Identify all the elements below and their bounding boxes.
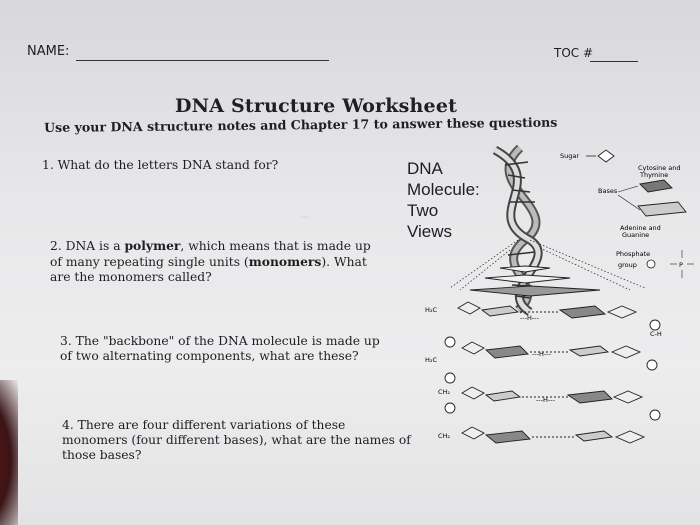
phosphate-symbol xyxy=(647,260,655,268)
legend-phosphate-label: Phosphate xyxy=(616,250,651,258)
toc-label: TOC # xyxy=(554,46,594,60)
diagram-heading-line-2: Molecule: xyxy=(407,180,480,199)
cone-rungs xyxy=(470,266,600,296)
question-4: 4. There are four different variations of these monomers (four different bases), what are the names of those bases? xyxy=(62,418,411,462)
term-polymer: polymer xyxy=(124,238,181,253)
zoom-cone xyxy=(450,240,645,290)
worksheet-subtitle: Use your DNA structure notes and Chapter 17 to answer these questions xyxy=(44,114,558,135)
base-pair-rungs xyxy=(458,302,644,443)
toc-blank[interactable] xyxy=(590,61,638,62)
label-ch: C-H xyxy=(650,330,662,338)
label-hydrogen-bond-3: ---H--- xyxy=(536,396,555,404)
label-ch2-a: CH₂ xyxy=(438,388,451,396)
label-h2c-mid: H₂C xyxy=(425,356,438,364)
label-ch2-b: CH₂ xyxy=(438,432,451,440)
legend-bases-label: Bases xyxy=(598,187,618,195)
bleed-through-text: ~ xyxy=(300,210,311,225)
question-1: 1. What do the letters DNA stand for? xyxy=(42,158,279,172)
question-2-text-c: ). What are the monomers called? xyxy=(50,255,367,284)
label-h2c-top: H₂C xyxy=(425,306,438,314)
name-label: NAME: xyxy=(27,44,70,59)
legend-thymine-label: Thymine xyxy=(640,171,669,179)
dna-diagram xyxy=(400,140,700,470)
worksheet-title: DNA Structure Worksheet xyxy=(175,95,458,117)
legend xyxy=(560,150,694,278)
question-2-text-a: 2. DNA is a xyxy=(50,239,125,253)
legend-guanine-label: Guanine xyxy=(622,231,650,239)
sugar-symbol xyxy=(598,150,614,162)
phosphate-groups xyxy=(445,320,660,420)
legend-adenine-label: Adenine and xyxy=(620,224,661,232)
legend-group-label: group xyxy=(618,261,637,269)
pyrimidine-symbol xyxy=(640,180,672,192)
label-hydrogen-bond-1: ---H--- xyxy=(520,314,539,322)
term-monomers: monomers xyxy=(248,254,322,269)
table-edge-shadow xyxy=(0,380,18,525)
phosphate-p-label: P xyxy=(679,261,683,269)
legend-cytosine-label: Cytosine and xyxy=(638,164,681,172)
diagram-heading-line-4: Views xyxy=(407,222,453,241)
question-3: 3. The "backbone" of the DNA molecule is made up of two alternating components, what are these? xyxy=(60,334,380,363)
diagram-heading-line-1: DNA xyxy=(407,159,443,178)
question-2-text-b: , which means that is made up of many repeating single units ( xyxy=(50,239,371,269)
diagram-heading-line-3: Two xyxy=(407,201,439,220)
legend-sugar-label: Sugar xyxy=(560,152,580,160)
name-blank[interactable] xyxy=(76,60,329,61)
label-hydrogen-bond-2: ---H--- xyxy=(532,350,551,358)
purine-symbol xyxy=(638,202,686,216)
question-2 xyxy=(50,238,380,285)
